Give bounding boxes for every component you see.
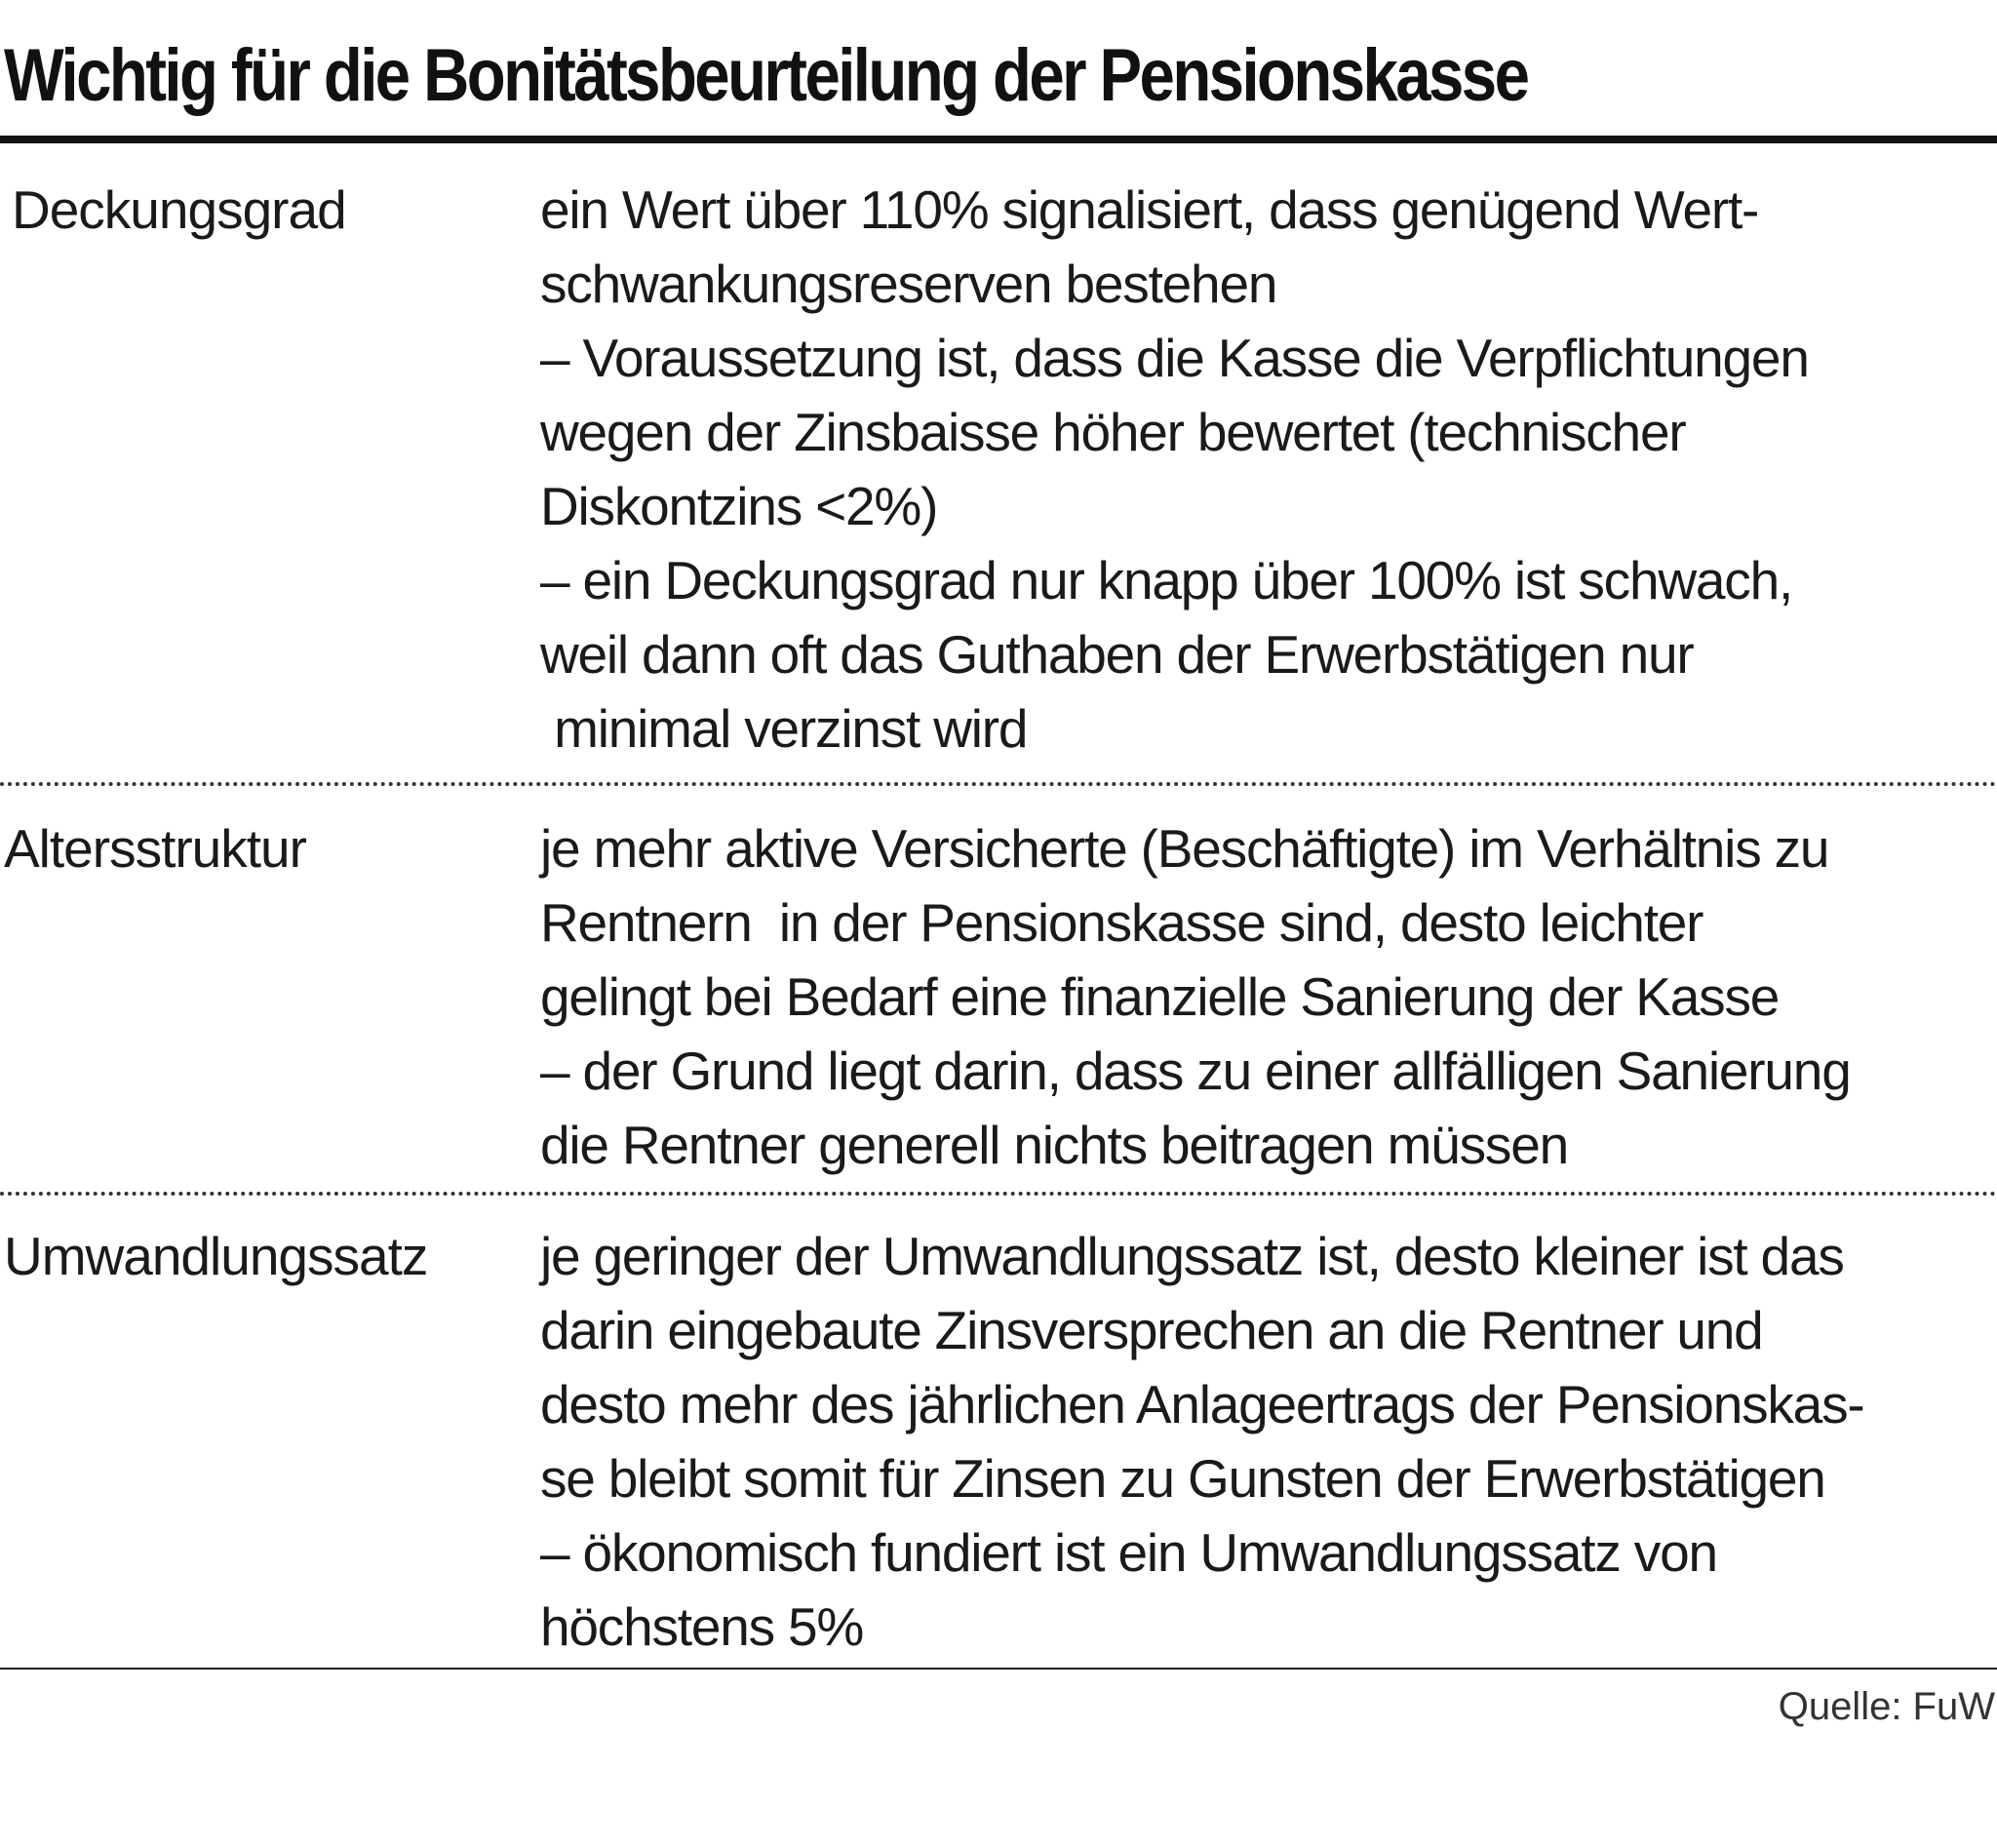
row-label-altersstruktur: Altersstruktur <box>4 818 306 879</box>
description-line: ein Wert über 110% signalisiert, dass genügend Wert- <box>540 179 1759 240</box>
description-line: je geringer der Umwandlungssatz ist, desto kleiner ist das <box>540 1226 1844 1286</box>
row-description-umwandlungssatz <box>540 1219 1983 1664</box>
description-line: gelingt bei Bedarf eine finanzielle Sanierung der Kasse <box>540 966 1780 1027</box>
row-divider <box>0 1192 1997 1196</box>
description-line: – der Grund liegt darin, dass zu einer allfälligen Sanierung <box>540 1041 1851 1101</box>
title-rule <box>0 136 1997 143</box>
row-label-umwandlungssatz: Umwandlungssatz <box>4 1226 428 1286</box>
description-line: die Rentner generell nichts beitragen müssen <box>540 1115 1568 1175</box>
description-line: minimal verzinst wird <box>540 698 1028 759</box>
source-note: Quelle: FuW <box>1778 1685 1995 1728</box>
description-line: je mehr aktive Versicherte (Beschäftigte) im Verhältnis zu <box>540 818 1829 879</box>
description-line: – Voraussetzung ist, dass die Kasse die Verpflichtungen <box>540 328 1809 388</box>
description-line: Rentnern in der Pensionskasse sind, desto leichter <box>540 892 1703 953</box>
description-line: schwankungsreserven bestehen <box>540 254 1277 314</box>
row-description-deckungsgrad <box>540 173 1983 766</box>
page-title: Wichtig für die Bonitätsbeurteilung der Pensionskasse <box>4 34 1528 117</box>
description-line: desto mehr des jährlichen Anlageertrags der Pensionskas- <box>540 1374 1864 1435</box>
description-line: Diskontzins <2%) <box>540 476 938 536</box>
description-line: wegen der Zinsbaisse höher bewertet (technischer <box>540 402 1686 462</box>
row-divider <box>0 782 1997 786</box>
description-line: se bleibt somit für Zinsen zu Gunsten der Erwerbstätigen <box>540 1448 1825 1509</box>
description-line: – ein Deckungsgrad nur knapp über 100% ist schwach, <box>540 550 1793 610</box>
description-line: darin eingebaute Zinsversprechen an die Rentner und <box>540 1300 1763 1360</box>
description-line: – ökonomisch fundiert ist ein Umwandlungssatz von <box>540 1522 1717 1583</box>
description-line: weil dann oft das Guthaben der Erwerbstätigen nur <box>540 624 1694 685</box>
bottom-rule <box>0 1668 1997 1670</box>
description-line: höchstens 5% <box>540 1596 864 1657</box>
row-label-deckungsgrad: Deckungsgrad <box>12 179 346 240</box>
row-description-altersstruktur <box>540 811 1983 1182</box>
